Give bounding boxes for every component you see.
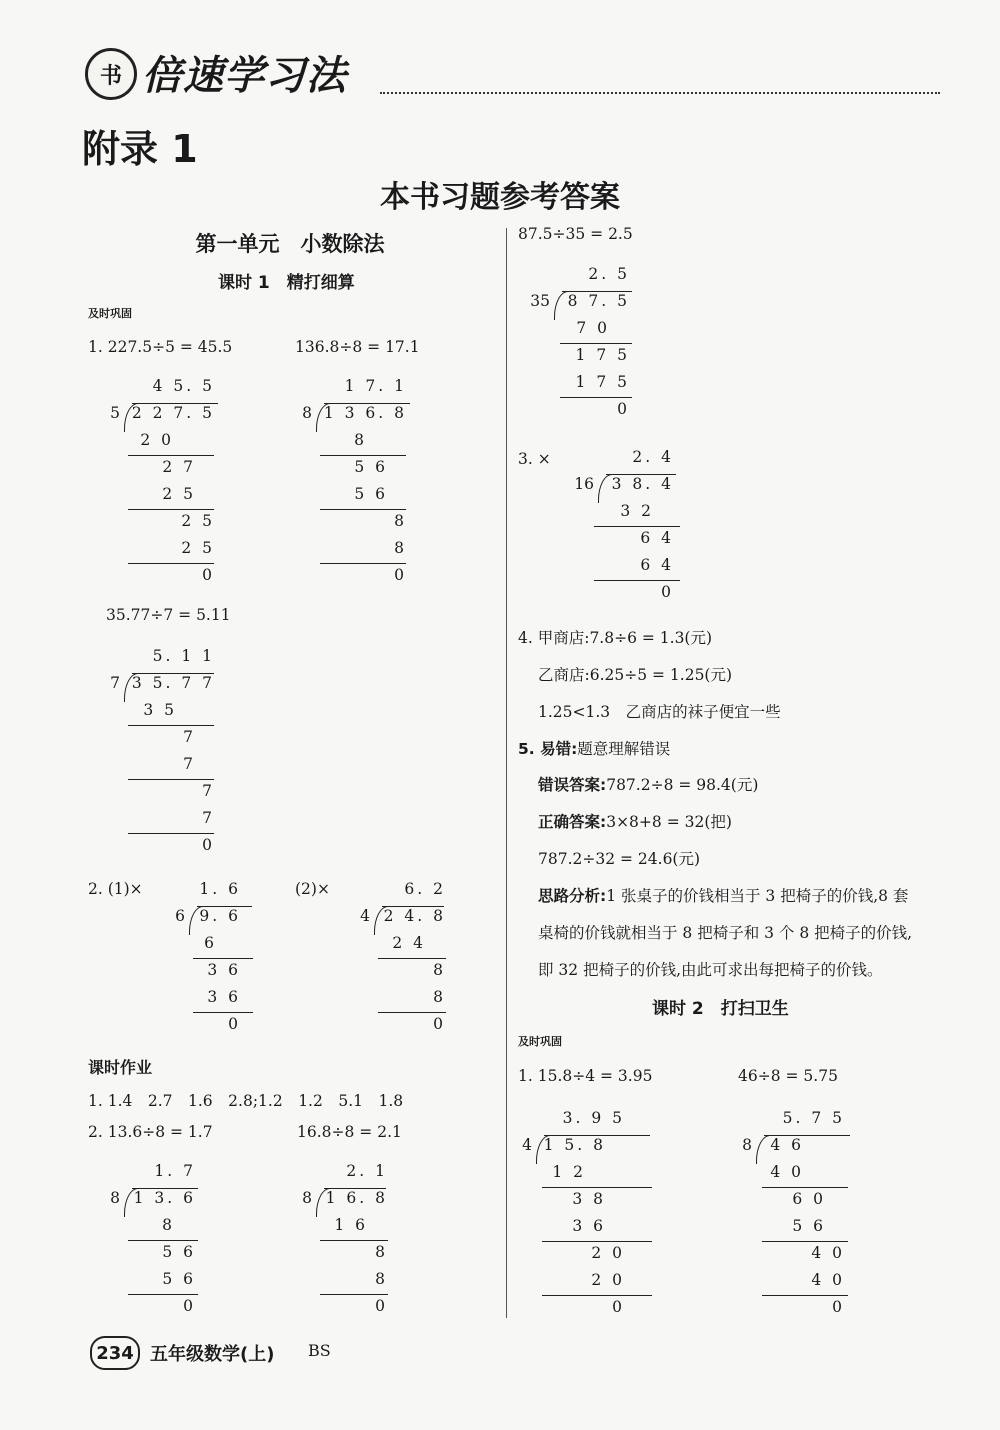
question-5-right: 正确答案:3×8+8 = 32(把)	[538, 813, 732, 831]
question-1c: 35.77÷7 = 5.11	[106, 606, 231, 624]
book-title: 五年级数学(上)	[150, 1344, 275, 1365]
question-1b: 136.8÷8 = 17.1	[295, 338, 420, 356]
logo-icon: 书	[85, 48, 137, 100]
question-4-line1: 4. 甲商店:7.8÷6 = 1.3(元)	[518, 629, 713, 647]
question-2a: 2. (1)×	[88, 880, 143, 898]
lesson1-title: 课时 1 精打细算	[218, 273, 355, 293]
question-1a: 1. 227.5÷5 = 45.5	[88, 338, 233, 356]
homework-2b: 16.8÷8 = 2.1	[297, 1123, 402, 1141]
question-4-line2: 乙商店:6.25÷5 = 1.25(元)	[538, 666, 733, 684]
question-5-right2: 787.2÷32 = 24.6(元)	[538, 850, 701, 868]
right-top-equation: 87.5÷35 = 2.5	[518, 225, 633, 243]
brand-title: 倍速学习法	[142, 53, 347, 99]
page-title: 本书习题参考答案	[380, 180, 620, 215]
question-5-analysis1: 思路分析:1 张桌子的价钱相当于 3 把椅子的价钱,8 套	[538, 887, 909, 905]
question-3: 3. ×	[518, 450, 551, 468]
question-5-label: 5. 易错:题意理解错误	[518, 740, 671, 758]
lesson2-question-1a: 1. 15.8÷4 = 3.95	[518, 1067, 653, 1085]
unit-title: 第一单元 小数除法	[195, 232, 385, 256]
homework-2a: 2. 13.6÷8 = 1.7	[88, 1123, 213, 1141]
lesson2-title: 课时 2 打扫卫生	[652, 999, 789, 1019]
column-divider	[506, 228, 507, 1318]
question-2b: (2)×	[295, 880, 330, 898]
lesson2-question-1b: 46÷8 = 5.75	[738, 1067, 838, 1085]
question-5-wrong: 错误答案:787.2÷8 = 98.4(元)	[538, 776, 759, 794]
homework-1: 1. 1.4 2.7 1.6 2.8;1.2 1.2 5.1 1.8	[88, 1092, 404, 1110]
section-label: 课时作业	[88, 1058, 153, 1077]
header-divider	[380, 92, 940, 94]
appendix-title: 附录 1	[82, 127, 198, 171]
edition-label: BS	[308, 1341, 331, 1360]
question-4-line3: 1.25<1.3 乙商店的袜子便宜一些	[538, 703, 781, 721]
section-label: 及时巩固	[518, 1035, 562, 1048]
question-5-analysis2: 桌椅的价钱就相当于 8 把椅子和 3 个 8 把椅子的价钱,	[538, 924, 913, 942]
question-5-analysis3: 即 32 把椅子的价钱,由此可求出每把椅子的价钱。	[538, 961, 883, 979]
section-label: 及时巩固	[88, 307, 132, 320]
page-number: 234	[90, 1336, 140, 1370]
